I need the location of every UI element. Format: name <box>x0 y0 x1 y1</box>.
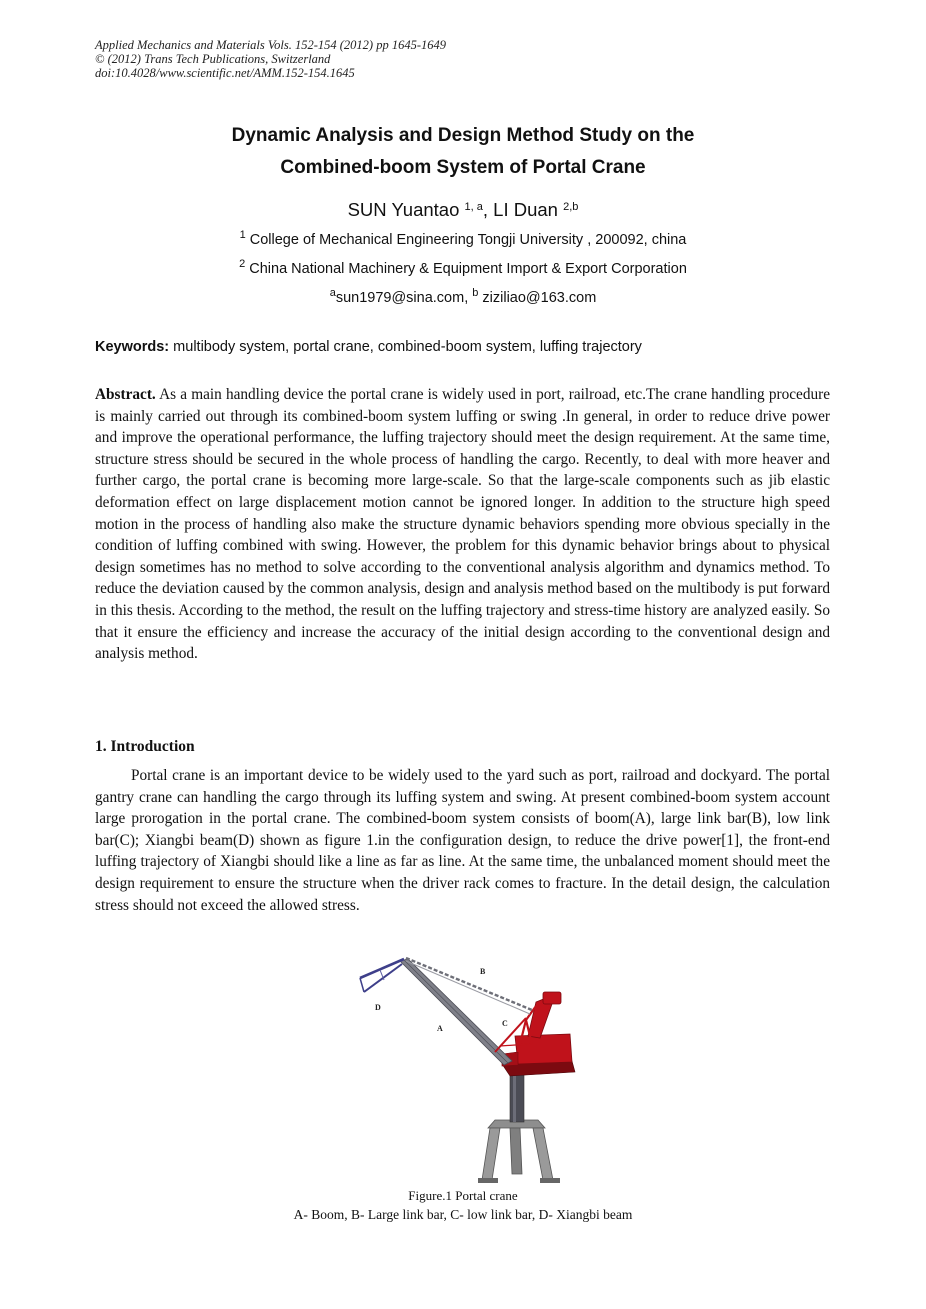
paper-title-line-2: Combined-boom System of Portal Crane <box>280 157 646 178</box>
email-link[interactable]: ziziliao@163.com <box>482 290 597 306</box>
figure-caption: Figure.1 Portal crane <box>408 1188 518 1203</box>
author-name: LI Duan <box>493 199 558 220</box>
author-affiliation-marker: 1, a <box>464 201 483 213</box>
keywords <box>95 337 835 357</box>
keywords-label: Keywords: <box>95 339 170 355</box>
doi-link[interactable]: doi:10.4028/www.scientific.net/AMM.152-154.1645 <box>95 66 355 80</box>
figure-legend: A- Boom, B- Large link bar, C- low link bar, D- Xiangbi beam <box>293 1207 633 1222</box>
section-heading: 1. Introduction <box>95 738 195 755</box>
journal-header <box>95 38 446 80</box>
author-separator: , <box>482 199 494 220</box>
affiliation <box>60 230 866 250</box>
section-paragraph: Portal crane is an important device to be widely used to the yard such as port, railroad and dockyard. The portal gantry crane can handling the cargo through its luffing system and swing. At present combined-boom system account large prorogation in the portal crane. The combined-boom system consists of boom(A), large link bar(B), low link bar(C); Xiangbi beam(D) shown as figure 1.in the configuration design, to reduce the drive power[1], the front-end luffing trajectory of Xiangbi should like a line as far as line. At the same time, the unbalanced moment should meet the design requirement to ensure the structure when the driver rack comes to fracture. In the detail design, the calculation stress should not exceed the allowed stress. <box>95 767 830 914</box>
affiliation-number: 2 <box>239 258 246 270</box>
crane-large-link-bar-bottom <box>406 961 530 1014</box>
crane-machinery-house <box>502 992 575 1076</box>
affiliation-text: China National Machinery & Equipment Import & Export Corporation <box>249 261 687 277</box>
author-name: SUN Yuantao <box>347 199 460 220</box>
keywords-text: multibody system, portal crane, combined-boom system, luffing trajectory <box>173 339 642 355</box>
author-affiliation-marker: 2,b <box>563 201 579 213</box>
crane-boom-body <box>400 959 512 1065</box>
crane-xiangbi-beam-d <box>360 959 404 992</box>
crane-house-body <box>515 1034 572 1064</box>
crane-boom-edge <box>404 960 508 1063</box>
abstract <box>95 384 830 665</box>
email-marker: b <box>472 287 479 299</box>
affiliation-text: College of Mechanical Engineering Tongji University , 200092, china <box>249 232 687 248</box>
figure-label-d: D <box>375 1003 381 1012</box>
copyright-line: © (2012) Trans Tech Publications, Switzerland <box>95 52 331 66</box>
crane-boom-a <box>400 959 512 1065</box>
figure-label-c: C <box>502 1019 508 1028</box>
abstract-text: As a main handling device the portal crane is widely used in port, railroad, etc.The crane handling procedure is mainly carried out through its combined-boom system luffing or swing .In general, in order to reduce drive power and improve the operational performance, the luffing trajectory should meet the design requirement. At the same time, structure stress should be secured in the whole process of handling the cargo. Recently, to deal with more heaver and further cargo, the portal crane is becoming more large-scale. So that the large-scale components such as jib elastic deformation effect on large displacement motion cannot be ignored longer. In addition to the structure high speed motion in the process of handling also make the structure dynamic behaviors spending more obvious specially in the condition of luffing combined with swing. However, the problem for this dynamic behavior brings about to physical design sometimes has no method to solve according to the conventional analysis algorithm and dynamics method. To reduce the deviation caused by the common analysis, design and analysis method based on the multibody is put forward in this thesis. According to the method, the result on the luffing trajectory and stress-time history are analyzed easily. So that it ensure the efficiency and increase the accuracy of the initial design according to the conventional design and analysis method. <box>95 386 831 663</box>
figure-label-a: A <box>437 1024 443 1033</box>
crane-column-highlight <box>513 1068 516 1122</box>
crane-foot-right <box>540 1178 560 1183</box>
crane-counterweight <box>543 992 561 1004</box>
affiliation <box>60 259 866 279</box>
crane-leg-mid <box>510 1128 522 1174</box>
crane-leg-left <box>482 1128 500 1180</box>
email-link[interactable]: sun1979@sina.com, <box>335 290 469 306</box>
author-emails <box>60 288 866 308</box>
email-marker: a <box>329 287 336 299</box>
crane-portal-base <box>478 1120 560 1183</box>
affiliation-number: 1 <box>239 229 246 241</box>
journal-citation: Applied Mechanics and Materials Vols. 152-154 (2012) pp 1645-1649 <box>95 38 446 52</box>
crane-leg-right <box>533 1128 553 1180</box>
crane-foot-left <box>478 1178 498 1183</box>
paper-title <box>60 120 866 184</box>
author-list <box>60 197 866 223</box>
paper-title-line-1: Dynamic Analysis and Design Method Study on the <box>231 125 695 146</box>
crane-xiangbi-tip <box>360 978 364 992</box>
abstract-label: Abstract. <box>95 386 156 403</box>
portal-crane-figure <box>340 948 580 1186</box>
figure-label-b: B <box>480 967 486 976</box>
